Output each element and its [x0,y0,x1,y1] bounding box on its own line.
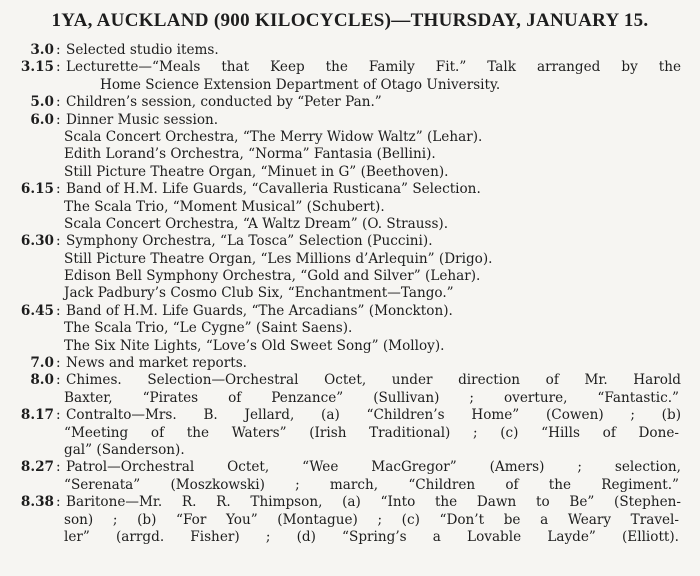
entry-time: 6.30 [20,233,54,250]
time-separator: : [56,355,61,372]
entry-text: Selected studio items. [66,42,219,58]
entry-text: Chimes. Selection—Orchestral Octet, under direction of Mr. Harold [66,372,681,389]
entry-text: “Meeting of the Waters” (Irish Traditional) ; (c) “Hills of Done- [64,424,679,441]
programme-entry [0,94,700,111]
entry-time: 6.0 [30,111,54,128]
programme-continuation-line [0,512,700,529]
entry-text: Lecturette—“Meals that Keep the Family Fit.” Talk arranged by the [66,59,681,76]
entry-text: Baxter, “Pirates of Penzance” (Sullivan) ; overture, “Fantastic.” [64,389,679,406]
time-separator: : [56,459,61,476]
time-separator: : [56,302,61,319]
programme-entry [0,372,700,389]
programme-continuation-line [0,77,700,94]
entry-text: Dinner Music session. [66,111,219,128]
entry-text: Patrol—Orchestral Octet, “Wee MacGregor” (Amers) ; selection, [66,459,681,476]
entry-time: 7.0 [30,355,54,372]
entry-text: Band of H.M. Life Guards, “The Arcadians” (Monckton). [66,302,453,319]
entry-text: Scala Concert Orchestra, “The Merry Widow Waltz” (Lehar). [64,128,483,145]
programme-continuation-line [0,477,700,494]
entry-text: Baritone—Mr. R. R. Thimpson, (a) “Into the Dawn to Be” (Stephen- [66,494,681,511]
entry-text: Contralto—Mrs. B. Jellard, (a) “Children’s Home” (Cowen) ; (b) [66,407,681,424]
programme-continuation-line [0,338,700,355]
entry-time: 3.0 [30,42,54,58]
programme-continuation-line [0,529,700,546]
entry-time: 8.17 [20,407,54,424]
programme-continuation-line [0,268,700,285]
entry-text: son) ; (b) “For You” (Montague) ; (c) “Don’t be a Weary Travel- [64,511,679,528]
entry-time: 5.0 [30,94,54,111]
programme-continuation-line [0,285,700,302]
entry-text: Edison Bell Symphony Orchestra, “Gold and Silver” (Lehar). [64,268,481,285]
programme-entry [0,355,700,372]
entry-time: 6.45 [20,302,54,319]
entry-text: News and market reports. [66,355,247,372]
programme-title: 1YA, AUCKLAND (900 KILOCYCLES)—THURSDAY, JANUARY 15. [51,10,649,31]
time-separator: : [56,233,61,250]
time-separator: : [56,372,61,389]
entry-text: “Serenata” (Moszkowski) ; march, “Children of the Regiment.” [64,476,679,493]
entry-text: ler” (arrgd. Fisher) ; (d) “Spring’s a Lovable Layde” (Elliott). [64,528,679,545]
programme-entry [0,181,700,198]
entry-text: Still Picture Theatre Organ, “Les Millions d’Arlequin” (Drigo). [64,250,493,267]
programme-entry [0,407,700,424]
programme-listing [0,42,700,546]
entry-text: Scala Concert Orchestra, “A Waltz Dream” (O. Strauss). [64,215,449,232]
entry-time: 8.27 [20,459,54,476]
entry-text: Still Picture Theatre Organ, “Minuet in G” (Beethoven). [64,163,449,180]
time-separator: : [56,42,61,58]
entry-time: 3.15 [20,59,54,76]
programme-continuation-line [0,442,700,459]
programme-entry [0,494,700,511]
time-separator: : [56,181,61,198]
time-separator: : [56,94,61,111]
entry-text: The Six Nite Lights, “Love’s Old Sweet Song” (Molloy). [64,337,445,354]
programme-continuation-line [0,199,700,216]
programme-continuation-line [0,425,700,442]
entry-text: Home Science Extension Department of Otago University. [100,76,501,93]
entry-text: The Scala Trio, “Le Cygne” (Saint Saens). [64,320,353,337]
programme-continuation-line [0,390,700,407]
time-separator: : [56,407,61,424]
programme-continuation-line [0,320,700,337]
programme-entry [0,233,700,250]
time-separator: : [56,111,61,128]
programme-continuation-line [0,216,700,233]
entry-text: The Scala Trio, “Moment Musical” (Schubert). [64,198,385,215]
programme-entry [0,112,700,129]
entry-text: Children’s session, conducted by “Peter Pan.” [66,94,382,111]
time-separator: : [56,59,61,76]
programme-entry [0,303,700,320]
entry-time: 8.0 [30,372,54,389]
programme-entry [0,42,700,59]
entry-time: 8.38 [20,494,54,511]
entry-text: Edith Lorand’s Orchestra, “Norma” Fantasia (Bellini). [64,146,436,163]
entry-text: Jack Padbury’s Cosmo Club Six, “Enchantment—Tango.” [64,285,454,302]
programme-continuation-line [0,164,700,181]
entry-text: gal” (Sanderson). [64,441,185,458]
entry-text: Symphony Orchestra, “La Tosca” Selection (Puccini). [66,233,433,250]
programme-continuation-line [0,251,700,268]
entry-time: 6.15 [20,181,54,198]
programme-entry [0,59,700,76]
programme-continuation-line [0,129,700,146]
time-separator: : [56,494,61,511]
entry-text: Band of H.M. Life Guards, “Cavalleria Rusticana” Selection. [66,181,481,198]
programme-entry [0,459,700,476]
programme-continuation-line [0,146,700,163]
